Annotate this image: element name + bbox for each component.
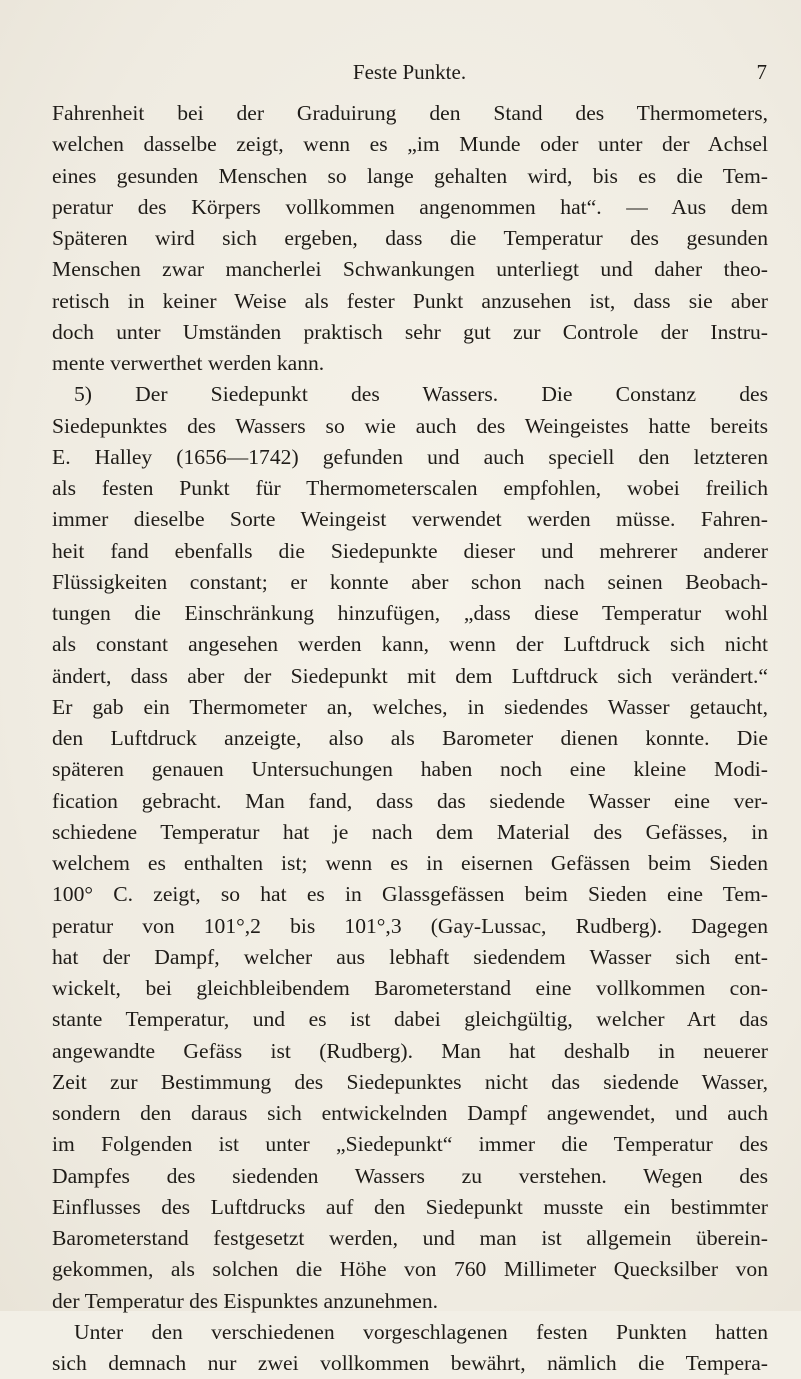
text-line: tungen die Einschränkung hinzufügen, „dass diese Temperatur wohl	[52, 601, 768, 625]
text-line: Zeit zur Bestimmung des Siedepunktes nicht das siedende Wasser,	[52, 1069, 768, 1094]
text-line: als festen Punkt für Thermometerscalen empfohlen, wobei freilich	[52, 476, 768, 500]
section-heading-line: 5) Der Siedepunkt des Wassers. Die Constanz des	[74, 382, 768, 407]
text-line: als constant angesehen werden kann, wenn der Luftdruck sich nicht	[52, 632, 768, 657]
text-line: welchem es enthalten ist; wenn es in eisernen Gefässen beim Sieden	[52, 851, 768, 875]
text-line: immer dieselbe Sorte Weingeist verwendet werden müsse. Fahren-	[52, 507, 768, 532]
text-line: sich demnach nur zwei vollkommen bewährt, nämlich die Tempera-	[52, 1351, 768, 1375]
text-line: 100° C. zeigt, so hat es in Glassgefässen beim Sieden eine Tem-	[52, 882, 768, 907]
text-line: Einflusses des Luftdrucks auf den Siedepunkt musste ein bestimmter	[52, 1194, 768, 1219]
text-line: den Luftdruck anzeigte, also als Barometer dienen konnte. Die	[52, 726, 768, 750]
text-line: Fahrenheit bei der Graduirung den Stand des Thermometers,	[52, 101, 768, 125]
page-header	[52, 60, 767, 90]
text-line: peratur des Körpers vollkommen angenommen hat“. — Aus dem	[52, 194, 768, 219]
text-line: heit fand ebenfalls die Siedepunkte dieser und mehrerer anderer	[52, 538, 768, 563]
text-line: mente verwerthet werden kann.	[52, 351, 325, 375]
text-line: retisch in keiner Weise als fester Punkt anzusehen ist, dass sie aber	[52, 288, 768, 313]
text-line: wickelt, bei gleichbleibendem Barometerstand eine vollkommen con-	[52, 976, 768, 1000]
text-line: ändert, dass aber der Siedepunkt mit dem Luftdruck sich verändert.“	[52, 663, 768, 688]
text-line: doch unter Umständen praktisch sehr gut zur Controle der Instru-	[52, 319, 768, 344]
text-line: der Temperatur des Eispunktes anzunehmen.	[52, 1288, 439, 1313]
text-line: Unter den verschiedenen vorgeschlagenen festen Punkten hatten	[74, 1319, 768, 1344]
page-number: 7	[756, 60, 767, 84]
text-line: sondern den daraus sich entwickelnden Dampf angewendet, und auch	[52, 1101, 768, 1125]
text-line: späteren genauen Untersuchungen haben noch eine kleine Modi-	[52, 757, 768, 782]
text-line: Barometerstand festgesetzt werden, und man ist allgemein überein-	[52, 1226, 768, 1250]
text-line: peratur von 101°,2 bis 101°,3 (Gay-Lussac, Rudberg). Dagegen	[52, 913, 768, 938]
text-line: fication gebracht. Man fand, dass das siedende Wasser eine ver-	[52, 788, 768, 813]
text-line: Späteren wird sich ergeben, dass die Temperatur des gesunden	[52, 226, 768, 250]
text-line: Menschen zwar mancherlei Schwankungen unterliegt und daher theo-	[52, 257, 768, 282]
text-line: Dampfes des siedenden Wassers zu verstehen. Wegen des	[52, 1163, 768, 1188]
running-title: Feste Punkte.	[352, 60, 467, 84]
body-text	[52, 98, 768, 1379]
text-line: im Folgenden ist unter „Siedepunkt“ immer die Temperatur des	[52, 1132, 768, 1157]
text-line: eines gesunden Menschen so lange gehalten wird, bis es die Tem-	[52, 163, 768, 188]
text-line: hat der Dampf, welcher aus lebhaft siedendem Wasser sich ent-	[52, 944, 768, 969]
text-line: Er gab ein Thermometer an, welches, in siedendes Wasser getaucht,	[52, 694, 768, 719]
text-line: E. Halley (1656—1742) gefunden und auch speciell den letzteren	[52, 444, 768, 469]
text-line: schiedene Temperatur hat je nach dem Material des Gefässes, in	[52, 819, 768, 844]
text-line: angewandte Gefäss ist (Rudberg). Man hat deshalb in neuerer	[52, 1038, 768, 1063]
text-line: stante Temperatur, und es ist dabei gleichgültig, welcher Art das	[52, 1007, 768, 1032]
text-line: Siedepunktes des Wassers so wie auch des Weingeistes hatte bereits	[52, 413, 768, 438]
text-line: gekommen, als solchen die Höhe von 760 Millimeter Quecksilber von	[52, 1257, 768, 1282]
text-line: welchen dasselbe zeigt, wenn es „im Munde oder unter der Achsel	[52, 132, 768, 157]
text-line: Flüssigkeiten constant; er konnte aber schon nach seinen Beobach-	[52, 569, 768, 594]
